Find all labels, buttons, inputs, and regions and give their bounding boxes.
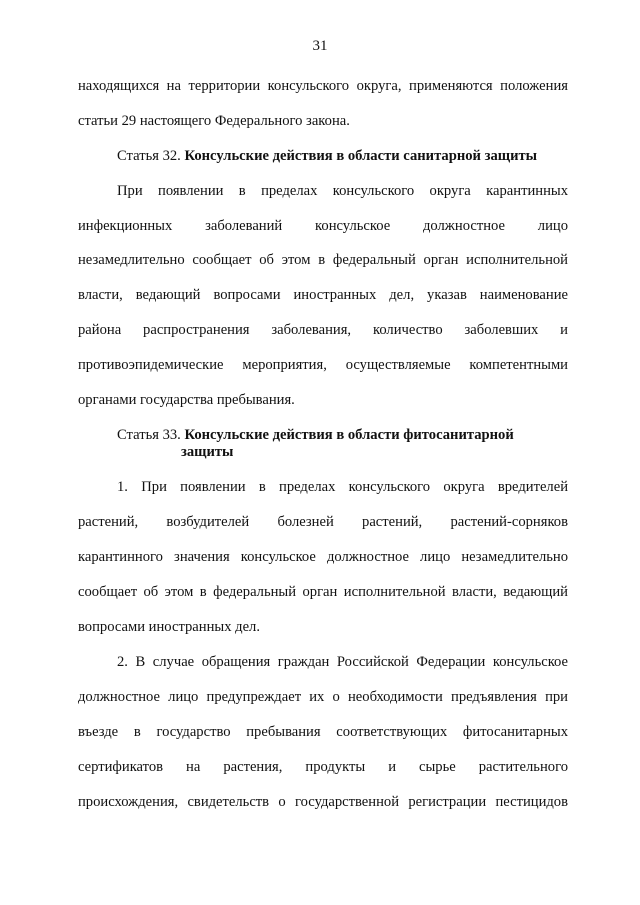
article-33-heading (117, 426, 577, 444)
article-32-label: Статья 32. (117, 148, 181, 164)
article-33-p1-line-4: сообщает об этом в федеральный орган исполнительной власти, ведающий (78, 584, 568, 600)
article-32-line-4: власти, ведающий вопросами иностранных дел, указав наименование (78, 287, 568, 303)
article-33-p1-line-3: карантинного значения консульское должностное лицо незамедлительно (78, 549, 568, 565)
article-33-p2-line-1: 2. В случае обращения граждан Российской Федерации консульское (117, 654, 568, 670)
article-33-p1-line-5: вопросами иностранных дел. (78, 619, 260, 635)
article-33-title-line-2: защиты (181, 444, 234, 460)
article-33-title-line-1: Консульские действия в области фитосанитарной (184, 427, 514, 443)
article-32-line-2: инфекционных заболеваний консульское должностное лицо (78, 218, 568, 234)
article-32-line-7: органами государства пребывания. (78, 392, 295, 408)
article-32-line-5: района распространения заболевания, количество заболевших и (78, 322, 568, 338)
article-32-line-6: противоэпидемические мероприятия, осуществляемые компетентными (78, 357, 568, 373)
article-32-line-1: При появлении в пределах консульского округа карантинных (117, 183, 568, 199)
article-32-heading (117, 147, 577, 165)
article-33-p1-line-2: растений, возбудителей болезней растений, растений-сорняков (78, 514, 568, 530)
article-33-p1-line-1: 1. При появлении в пределах консульского округа вредителей (117, 479, 568, 495)
article-33-p2-line-3: въезде в государство пребывания соответствующих фитосанитарных (78, 724, 568, 740)
article-33-p2-line-2: должностное лицо предупреждает их о необходимости предъявления при (78, 689, 568, 705)
article-33-label: Статья 33. (117, 427, 181, 443)
intro-line-1: находящихся на территории консульского округа, применяются положения (78, 78, 568, 94)
article-33-p2-line-5: происхождения, свидетельств о государственной регистрации пестицидов (78, 794, 568, 810)
article-32-line-3: незамедлительно сообщает об этом в федеральный орган исполнительной (78, 252, 568, 268)
article-32-title: Консульские действия в области санитарной защиты (184, 148, 538, 164)
page-number: 31 (312, 38, 328, 54)
intro-line-2: статьи 29 настоящего Федерального закона. (78, 113, 350, 129)
article-33-p2-line-4: сертификатов на растения, продукты и сырье растительного (78, 759, 568, 775)
